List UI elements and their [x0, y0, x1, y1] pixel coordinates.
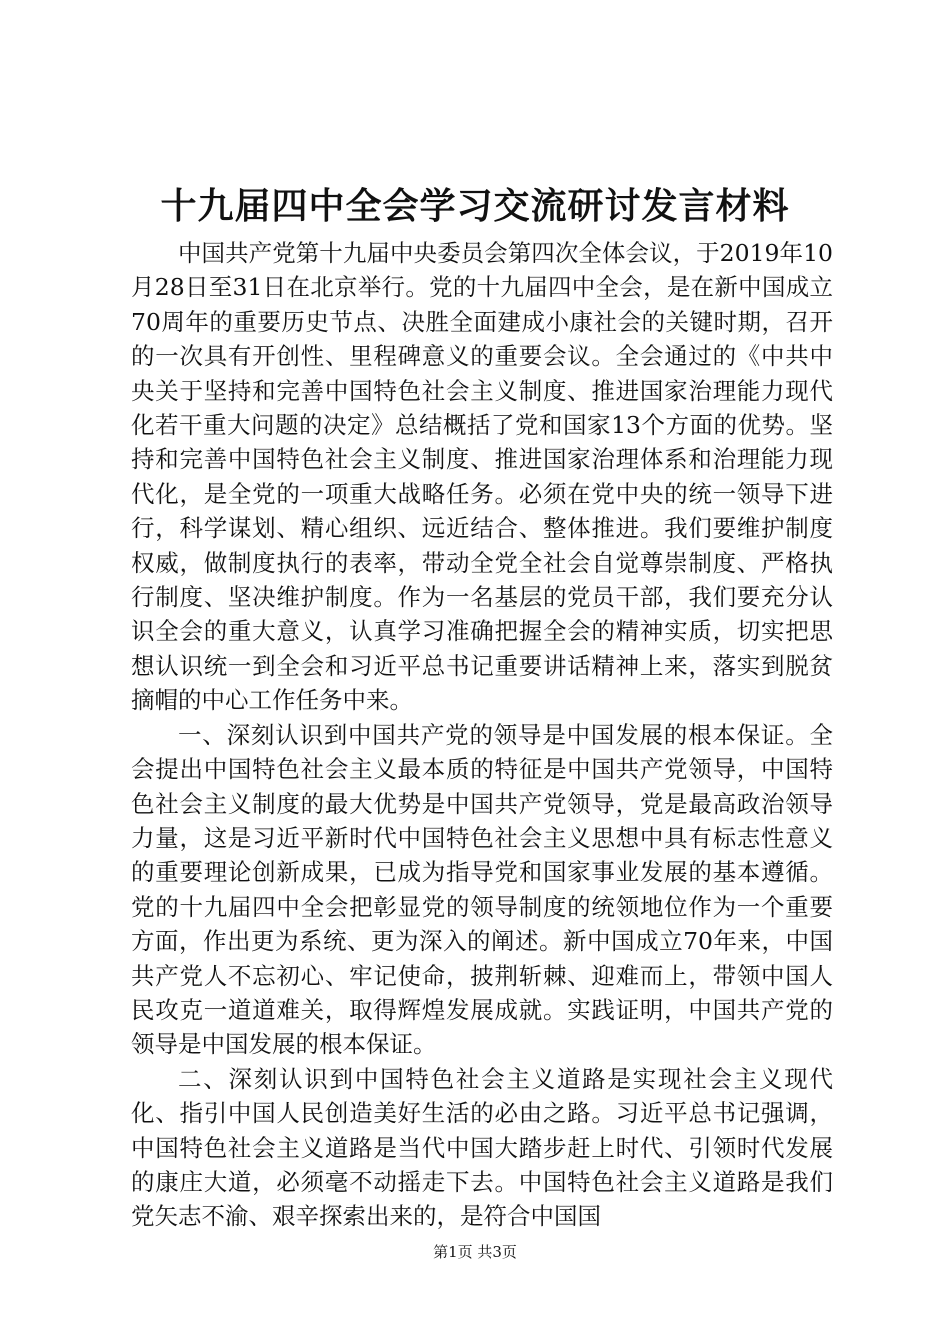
paragraph-section-two: 二、深刻认识到中国特色社会主义道路是实现社会主义现代化、指引中国人民创造美好生活的必由之路。习近平总书记强调，中国特色社会主义道路是当代中国大踏步赶上时代、引领时代发展的康庄大道，必须毫不动摇走下去。中国特色社会主义道路是我们党矢志不渝、艰辛探索出来的，是符合中国国 — [131, 1064, 833, 1231]
document-body — [131, 236, 833, 1234]
page-number-footer: 第1页 共3页 — [433, 1243, 517, 1261]
paragraph-intro: 中国共产党第十九届中央委员会第四次全体会议，于2019年10月28日至31日在北京举行。党的十九届四中全会，是在新中国成立70周年的重要历史节点、决胜全面建成小康社会的关键时期，召开的一次具有开创性、里程碑意义的重要会议。全会通过的《中共中央关于坚持和完善中国特色社会主义制度、推进国家治理能力现代化若干重大问题的决定》总结概括了党和国家13个方面的优势。坚持和完善中国特色社会主义制度、推进国家治理体系和治理能力现代化，是全党的一项重大战略任务。必须在党中央的统一领导下进行，科学谋划、精心组织、远近结合、整体推进。我们要维护制度权威，做制度执行的表率，带动全党全社会自觉尊崇制度、严格执行制度、坚决维护制度。作为一名基层的党员干部，我们要充分认识全会的重大意义，认真学习准确把握全会的精神实质，切实把思想认识统一到全会和习近平总书记重要讲话精神上来，落实到脱贫摘帽的中心工作任务中来。 — [131, 239, 833, 715]
paragraph-section-one: 一、深刻认识到中国共产党的领导是中国发展的根本保证。全会提出中国特色社会主义最本质的特征是中国共产党领导，中国特色社会主义制度的最大优势是中国共产党领导，党是最高政治领导力量，这是习近平新时代中国特色社会主义思想中具有标志性意义的重要理论创新成果，已成为指导党和国家事业发展的基本遵循。党的十九届四中全会把彰显党的领导制度的统领地位作为一个重要方面，作出更为系统、更为深入的阐述。新中国成立70年来，中国共产党人不忘初心、牢记使命，披荆斩棘、迎难而上，带领中国人民攻克一道道难关，取得辉煌发展成就。实践证明，中国共产党的领导是中国发展的根本保证。 — [131, 720, 833, 1059]
document-title: 十九届四中全会学习交流研讨发言材料 — [160, 185, 790, 227]
